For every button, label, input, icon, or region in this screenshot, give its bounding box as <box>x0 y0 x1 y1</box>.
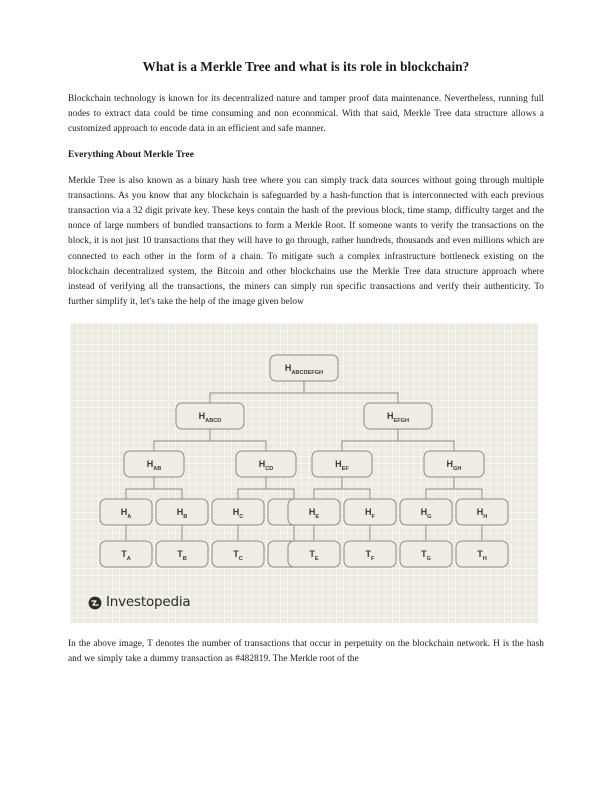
edge-abcd-ab <box>154 429 210 451</box>
section-heading: Everything About Merkle Tree <box>68 150 194 161</box>
tree-node-subscript: H <box>482 555 487 562</box>
tree-node-box <box>270 355 338 381</box>
edge-cd-hc <box>238 477 266 499</box>
edge-root-right <box>304 381 398 403</box>
tree-node-symbol: T <box>177 548 183 559</box>
investopedia-attribution <box>88 593 191 610</box>
document-content <box>68 58 544 680</box>
tree-node-symbol: H <box>365 506 372 517</box>
edge-gh-hh <box>454 477 482 499</box>
tree-node-symbol: H <box>176 506 184 517</box>
tree-node-subscript: H <box>483 513 488 520</box>
tree-node-subscript: A <box>127 513 132 520</box>
tree-node-box <box>176 403 244 429</box>
tree-node-subscript: EFGH <box>393 417 410 424</box>
investopedia-swirl-icon <box>88 596 102 610</box>
tree-node-subscript: AB <box>153 465 162 472</box>
tree-node-symbol: T <box>477 548 483 559</box>
tree-node-symbol: H <box>120 506 128 517</box>
tree-node-symbol: T <box>421 548 427 559</box>
intro-paragraph: Blockchain technology is known for its decentralized nature and tamper proof data maintenance. Nevertheless, running full nodes to extract data could be time consuming and non economical. With that said, Merkle Tree data structure allows a customized approach to encode data in an efficient and safe manner. <box>68 94 544 135</box>
tree-node-symbol: H <box>446 458 454 469</box>
tree-node-symbol: H <box>476 506 484 517</box>
tree-node-box <box>312 451 372 477</box>
edge-ef-hf <box>342 477 370 499</box>
tree-node-subscript: B <box>183 513 188 520</box>
page-title: What is a Merkle Tree and what is its role in blockchain? <box>142 59 470 74</box>
tree-node-symbol: H <box>335 458 342 469</box>
tree-node-subscript: EF <box>341 465 349 472</box>
tree-node-subscript: CD <box>265 465 274 472</box>
edge-abcd-cd <box>210 429 266 451</box>
tree-node-symbol: H <box>308 506 316 517</box>
tree-node-box <box>364 403 432 429</box>
edge-efgh-ef <box>342 429 398 451</box>
tree-node-box <box>424 451 484 477</box>
tree-node-symbol: H <box>198 410 206 421</box>
tree-node-subscript: A <box>126 555 131 562</box>
body-paragraph: Merkle Tree is also known as a binary hash tree where you can simply track data sources without going through multiple transactions. As you know that any blockchain is safeguarded by a hash-function that is interconnected with each previous transaction via a 32 digit private key. These keys contain the hash of the previous block, time stamp, difficulty target and the nonce of large numbers of bundled transactions to form a Merkle Root. If someone wants to verify the transactions on the block, it is not just 10 transactions that they will have to go through, rather hundreds, thousands and even millions which are connected to each other in the form of a chain. To mitigate such a complex infrastructure bottleneck existing on the blockchain decentralized system, the Bitcoin and other blockchains use the Merkle Tree data structure approach where instead of verifying all the transactions, the miners can simply run specific transactions and verify their authenticity. To further simplify it, let's take the help of the image given below <box>68 176 544 307</box>
tree-node-symbol: H <box>420 506 428 517</box>
edge-efgh-gh <box>398 429 454 451</box>
tree-node-subscript: G <box>427 513 432 520</box>
tree-node-symbol: T <box>365 548 372 559</box>
merkle-tree-diagram <box>70 323 538 591</box>
tree-node-box <box>236 451 296 477</box>
tree-node-subscript: C <box>238 555 243 562</box>
tree-node-symbol: H <box>146 458 154 469</box>
tree-node-box <box>124 451 184 477</box>
investopedia-wordmark: Investopedia <box>106 593 191 610</box>
tree-node-subscript: GH <box>453 465 462 472</box>
edge-ab-ha <box>126 477 154 499</box>
tree-node-symbol: T <box>121 548 127 559</box>
tree-node-subscript: E <box>315 513 320 520</box>
tree-node-symbol: H <box>284 362 292 373</box>
tree-node-subscript: E <box>314 555 319 562</box>
tree-node-subscript: F <box>371 513 375 520</box>
tree-node-subscript: ABCD <box>205 417 222 424</box>
edge-ef-he <box>314 477 342 499</box>
tree-node-symbol: H <box>386 410 394 421</box>
tree-node-symbol: T <box>309 548 315 559</box>
tree-node-subscript: G <box>426 555 431 562</box>
tree-node-subscript: F <box>371 555 375 562</box>
tree-node-symbol: H <box>258 458 266 469</box>
tree-node-subscript: B <box>182 555 187 562</box>
edge-cd-hd <box>266 477 294 499</box>
closing-paragraph: In the above image, T denotes the number of transactions that occur in perpetuity on the blockchain network. H is the hash and we simply take a dummy transaction as #482819. The Merkle root of the <box>68 638 544 664</box>
tree-node-subscript: ABCDEFGH <box>291 369 324 376</box>
tree-node-subscript: C <box>239 513 244 520</box>
edge-gh-hg <box>426 477 454 499</box>
edge-ab-hb <box>154 477 182 499</box>
merkle-tree-figure <box>70 323 538 623</box>
tree-node-symbol: T <box>233 548 239 559</box>
tree-node-symbol: H <box>232 506 240 517</box>
edge-root-left <box>210 381 304 403</box>
